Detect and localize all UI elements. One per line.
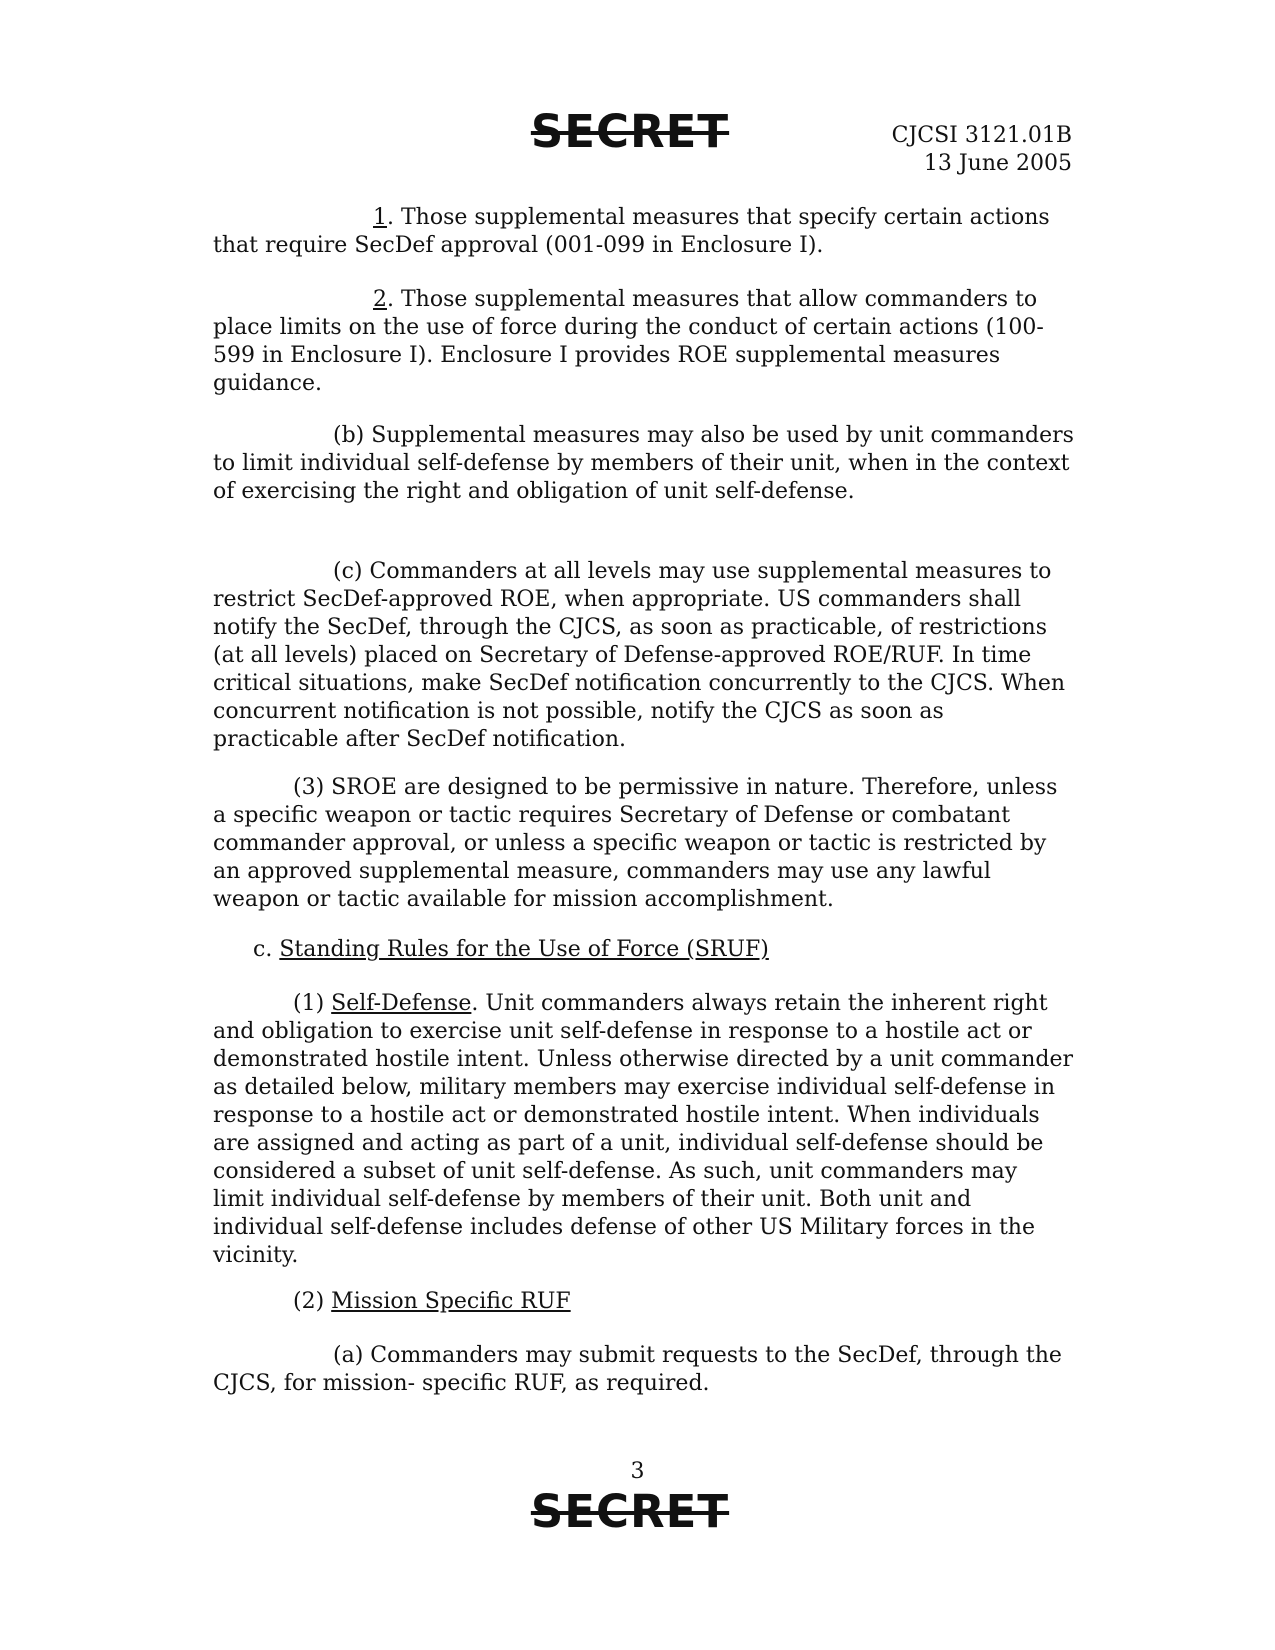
mission-specific-label: (2) bbox=[293, 1289, 325, 1314]
self-defense-title: Self-Defense bbox=[331, 991, 472, 1016]
section-c-title: Standing Rules for the Use of Force (SRUF) bbox=[279, 937, 769, 962]
mission-specific-heading bbox=[213, 1288, 1075, 1316]
document-id: CJCSI 3121.01B bbox=[891, 123, 1072, 148]
paragraph-1-label: 1 bbox=[373, 205, 387, 230]
paragraph-c-label: (c) bbox=[333, 559, 363, 584]
paragraph-2-label: 2 bbox=[373, 287, 387, 312]
paragraph-c bbox=[213, 558, 1075, 754]
paragraph-3-text: SROE are designed to be permissive in nature. Therefore, unless a specific weapon or tactic requires Secretary of Defense or combatant commander approval, or unless a specific weapon or tactic is restricted by an approved supplemental measure, commanders may use any lawful weapon or tactic available for mission accomplishment. bbox=[213, 775, 1058, 912]
paragraph-3 bbox=[213, 774, 1075, 914]
paragraph-b-text: Supplemental measures may also be used by unit commanders to limit individual self-defense by members of their unit, when in the context of exercising the right and obligation of unit self-defense. bbox=[213, 423, 1074, 504]
self-defense-text: . Unit commanders always retain the inherent right and obligation to exercise unit self-defense in response to a hostile act or demonstrated hostile intent. Unless otherwise directed by a unit commander as detailed below, military members may exercise individual self-defense in response to a hostile act or demonstrated hostile intent. When individuals are assigned and acting as part of a unit, individual self-defense should be considered a subset of unit self-defense. As such, unit commanders may limit individual self-defense by members of their unit. Both unit and individual self-defense includes defense of other US Military forces in the vicinity. bbox=[213, 991, 1073, 1268]
self-defense-label: (1) bbox=[293, 991, 325, 1016]
classification-marking-bottom: SECRET bbox=[530, 1485, 730, 1538]
paragraph-3-label: (3) bbox=[293, 775, 325, 800]
classification-marking-top: SECRET bbox=[530, 105, 730, 158]
paragraph-a-label: (a) bbox=[333, 1343, 364, 1368]
paragraph-self-defense bbox=[213, 990, 1075, 1270]
document-date: 13 June 2005 bbox=[923, 151, 1072, 176]
mission-specific-title: Mission Specific RUF bbox=[331, 1289, 571, 1314]
paragraph-2-text: . Those supplemental measures that allow commanders to place limits on the use of force during the conduct of certain actions (100-599 in Enclosure I). Enclosure I provides ROE supplemental measures guidance. bbox=[213, 287, 1044, 396]
paragraph-b bbox=[213, 422, 1075, 506]
paragraph-a-text: Commanders may submit requests to the SecDef, through the CJCS, for mission- specific RUF, as required. bbox=[213, 1343, 1062, 1396]
paragraph-1 bbox=[213, 204, 1075, 260]
paragraph-c-text: Commanders at all levels may use supplemental measures to restrict SecDef-approved ROE, when appropriate. US commanders shall notify the SecDef, through the CJCS, as soon as practicable, of restrictions (at all levels) placed on Secretary of Defense-approved ROE/RUF. In time critical situations, make SecDef notification concurrently to the CJCS. When concurrent notification is not possible, notify the CJCS as soon as practicable after SecDef notification. bbox=[213, 559, 1066, 752]
paragraph-1-text: . Those supplemental measures that specify certain actions that require SecDef approval (001-099 in Enclosure I). bbox=[213, 205, 1050, 258]
page-number: 3 bbox=[630, 1459, 645, 1484]
paragraph-2 bbox=[213, 286, 1075, 398]
paragraph-a bbox=[213, 1342, 1075, 1398]
section-c-heading bbox=[213, 936, 1075, 964]
section-c-label: c. bbox=[253, 937, 273, 962]
paragraph-b-label: (b) bbox=[333, 423, 365, 448]
